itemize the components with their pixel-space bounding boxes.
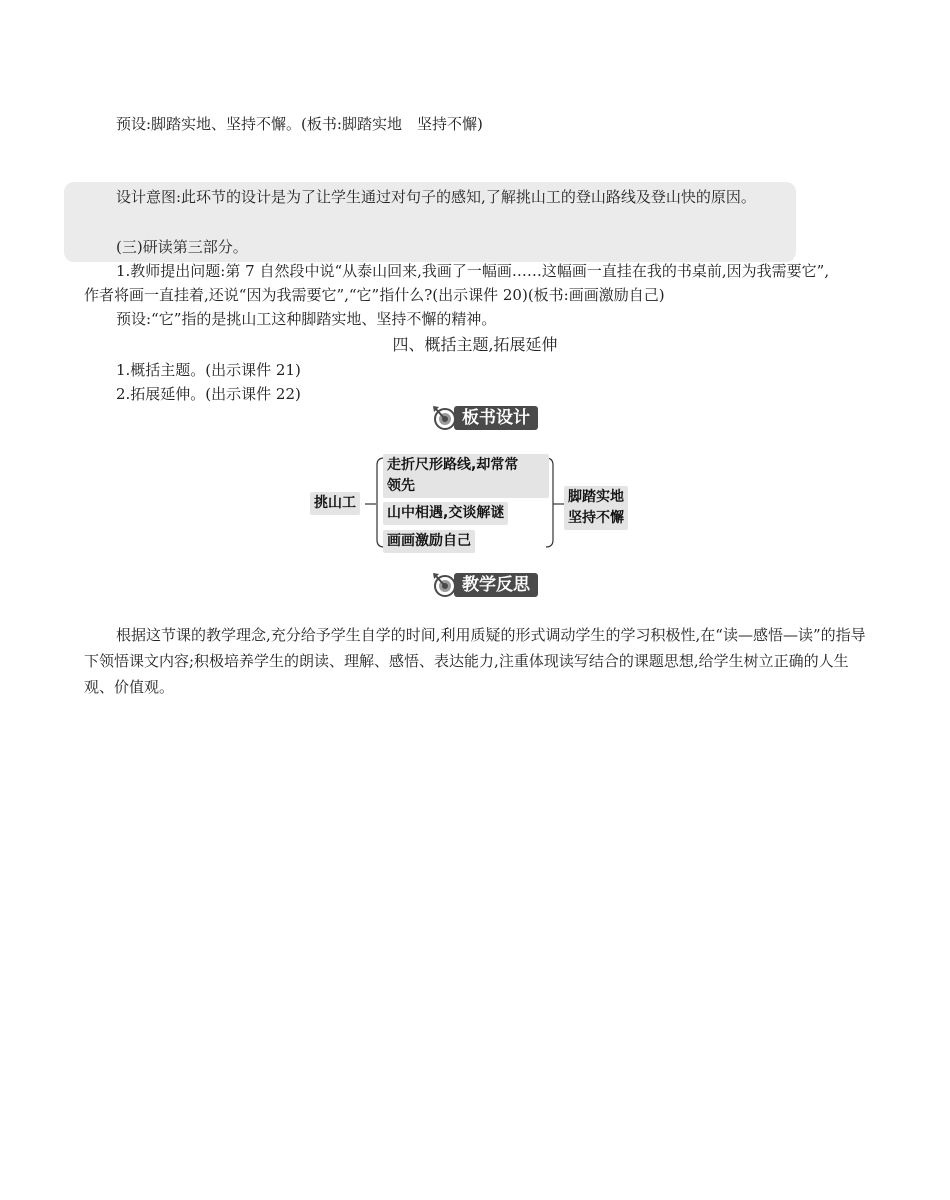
preset-line-2: 预设:“它”指的是挑山工这种脚踏实地、坚持不懈的精神。 bbox=[116, 310, 497, 328]
board-result: 脚踏实地 坚持不懈 bbox=[564, 486, 628, 530]
reflection-badge bbox=[432, 572, 538, 598]
board-item-1: 走折尺形路线,却常常 领先 bbox=[383, 454, 549, 498]
reflection-title: 教学反思 bbox=[454, 573, 538, 597]
question-line-1: 1.教师提出问题:第 7 自然段中说“从泰山回来,我画了一幅画……这幅画一直挂在我的书桌前,因为我需要它”, bbox=[116, 262, 830, 280]
step-2: 2.拓展延伸。(出示课件 22) bbox=[116, 385, 301, 403]
target-icon bbox=[432, 405, 458, 431]
board-design-badge bbox=[432, 405, 538, 431]
board-item-3: 画画激励自己 bbox=[383, 530, 475, 553]
board-design-title: 板书设计 bbox=[454, 406, 538, 430]
board-root: 挑山工 bbox=[310, 492, 360, 515]
target-icon bbox=[432, 572, 458, 598]
section-heading-3: (三)研读第三部分。 bbox=[116, 238, 248, 256]
section-heading-4: 四、概括主题,拓展延伸 bbox=[392, 335, 558, 354]
reflection-paragraph: 根据这节课的教学理念,充分给予学生自学的时间,利用质疑的形式调动学生的学习积极性,在“读—感悟—读”的指导下领悟课文内容;积极培养学生的朗读、理解、感悟、表达能力,注重体现读写结合的课题思想,给学生树立正确的人生观、价值观。 bbox=[84, 626, 866, 696]
question-line-2: 作者将画一直挂着,还说“因为我需要它”,“它”指什么?(出示课件 20)(板书:画画激励自己) bbox=[84, 286, 665, 304]
board-item-2: 山中相遇,交谈解谜 bbox=[383, 502, 508, 525]
step-1: 1.概括主题。(出示课件 21) bbox=[116, 361, 301, 379]
design-intent: 设计意图:此环节的设计是为了让学生通过对句子的感知,了解挑山工的登山路线及登山快的原因。 bbox=[116, 188, 756, 206]
preset-line-1: 预设:脚踏实地、坚持不懈。(板书:脚踏实地 坚持不懈) bbox=[116, 115, 483, 133]
